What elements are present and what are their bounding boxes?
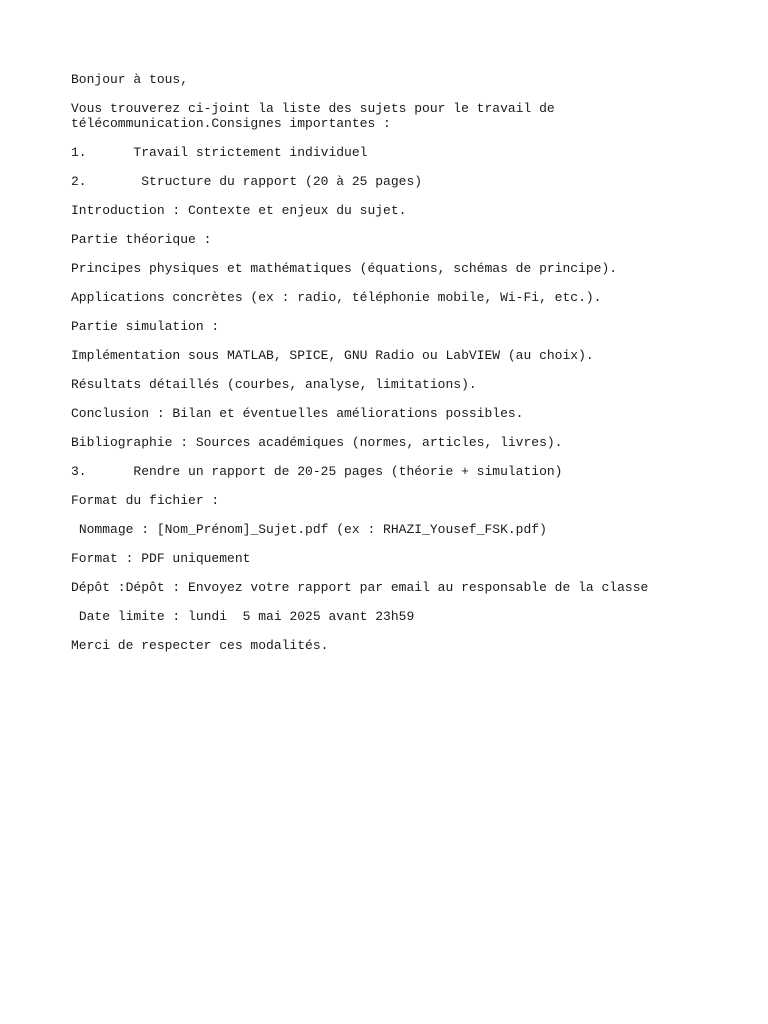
document-body: [71, 72, 711, 667]
partie-theorique-heading: Partie théorique :: [71, 232, 212, 247]
numbered-item-1: 1. Travail strictement individuel: [71, 145, 368, 160]
format-line: Format : PDF uniquement: [71, 551, 251, 566]
principes-line: Principes physiques et mathématiques (équations, schémas de principe).: [71, 261, 618, 276]
introduction-line: Introduction : Contexte et enjeux du sujet.: [71, 203, 407, 218]
implementation-line: Implémentation sous MATLAB, SPICE, GNU Radio ou LabVIEW (au choix).: [71, 348, 594, 363]
resultats-line: Résultats détaillés (courbes, analyse, limitations).: [71, 377, 477, 392]
intro-line-2: télécommunication.Consignes importantes :: [71, 116, 391, 131]
depot-line: Dépôt :Dépôt : Envoyez votre rapport par email au responsable de la classe: [71, 580, 649, 595]
closing-line: Merci de respecter ces modalités.: [71, 638, 329, 653]
intro-line-1: Vous trouverez ci-joint la liste des sujets pour le travail de: [71, 101, 555, 116]
intro-paragraph: [71, 101, 711, 131]
format-fichier-heading: Format du fichier :: [71, 493, 220, 508]
bibliographie-line: Bibliographie : Sources académiques (normes, articles, livres).: [71, 435, 563, 450]
numbered-item-2: 2. Structure du rapport (20 à 25 pages): [71, 174, 423, 189]
conclusion-line: Conclusion : Bilan et éventuelles améliorations possibles.: [71, 406, 524, 421]
greeting-line: Bonjour à tous,: [71, 72, 189, 87]
applications-line: Applications concrètes (ex : radio, téléphonie mobile, Wi-Fi, etc.).: [71, 290, 602, 305]
date-limite-line: Date limite : lundi 5 mai 2025 avant 23h59: [71, 609, 415, 624]
partie-simulation-heading: Partie simulation :: [71, 319, 220, 334]
nommage-line: Nommage : [Nom_Prénom]_Sujet.pdf (ex : RHAZI_Yousef_FSK.pdf): [71, 522, 547, 537]
numbered-item-3: 3. Rendre un rapport de 20-25 pages (théorie + simulation): [71, 464, 563, 479]
